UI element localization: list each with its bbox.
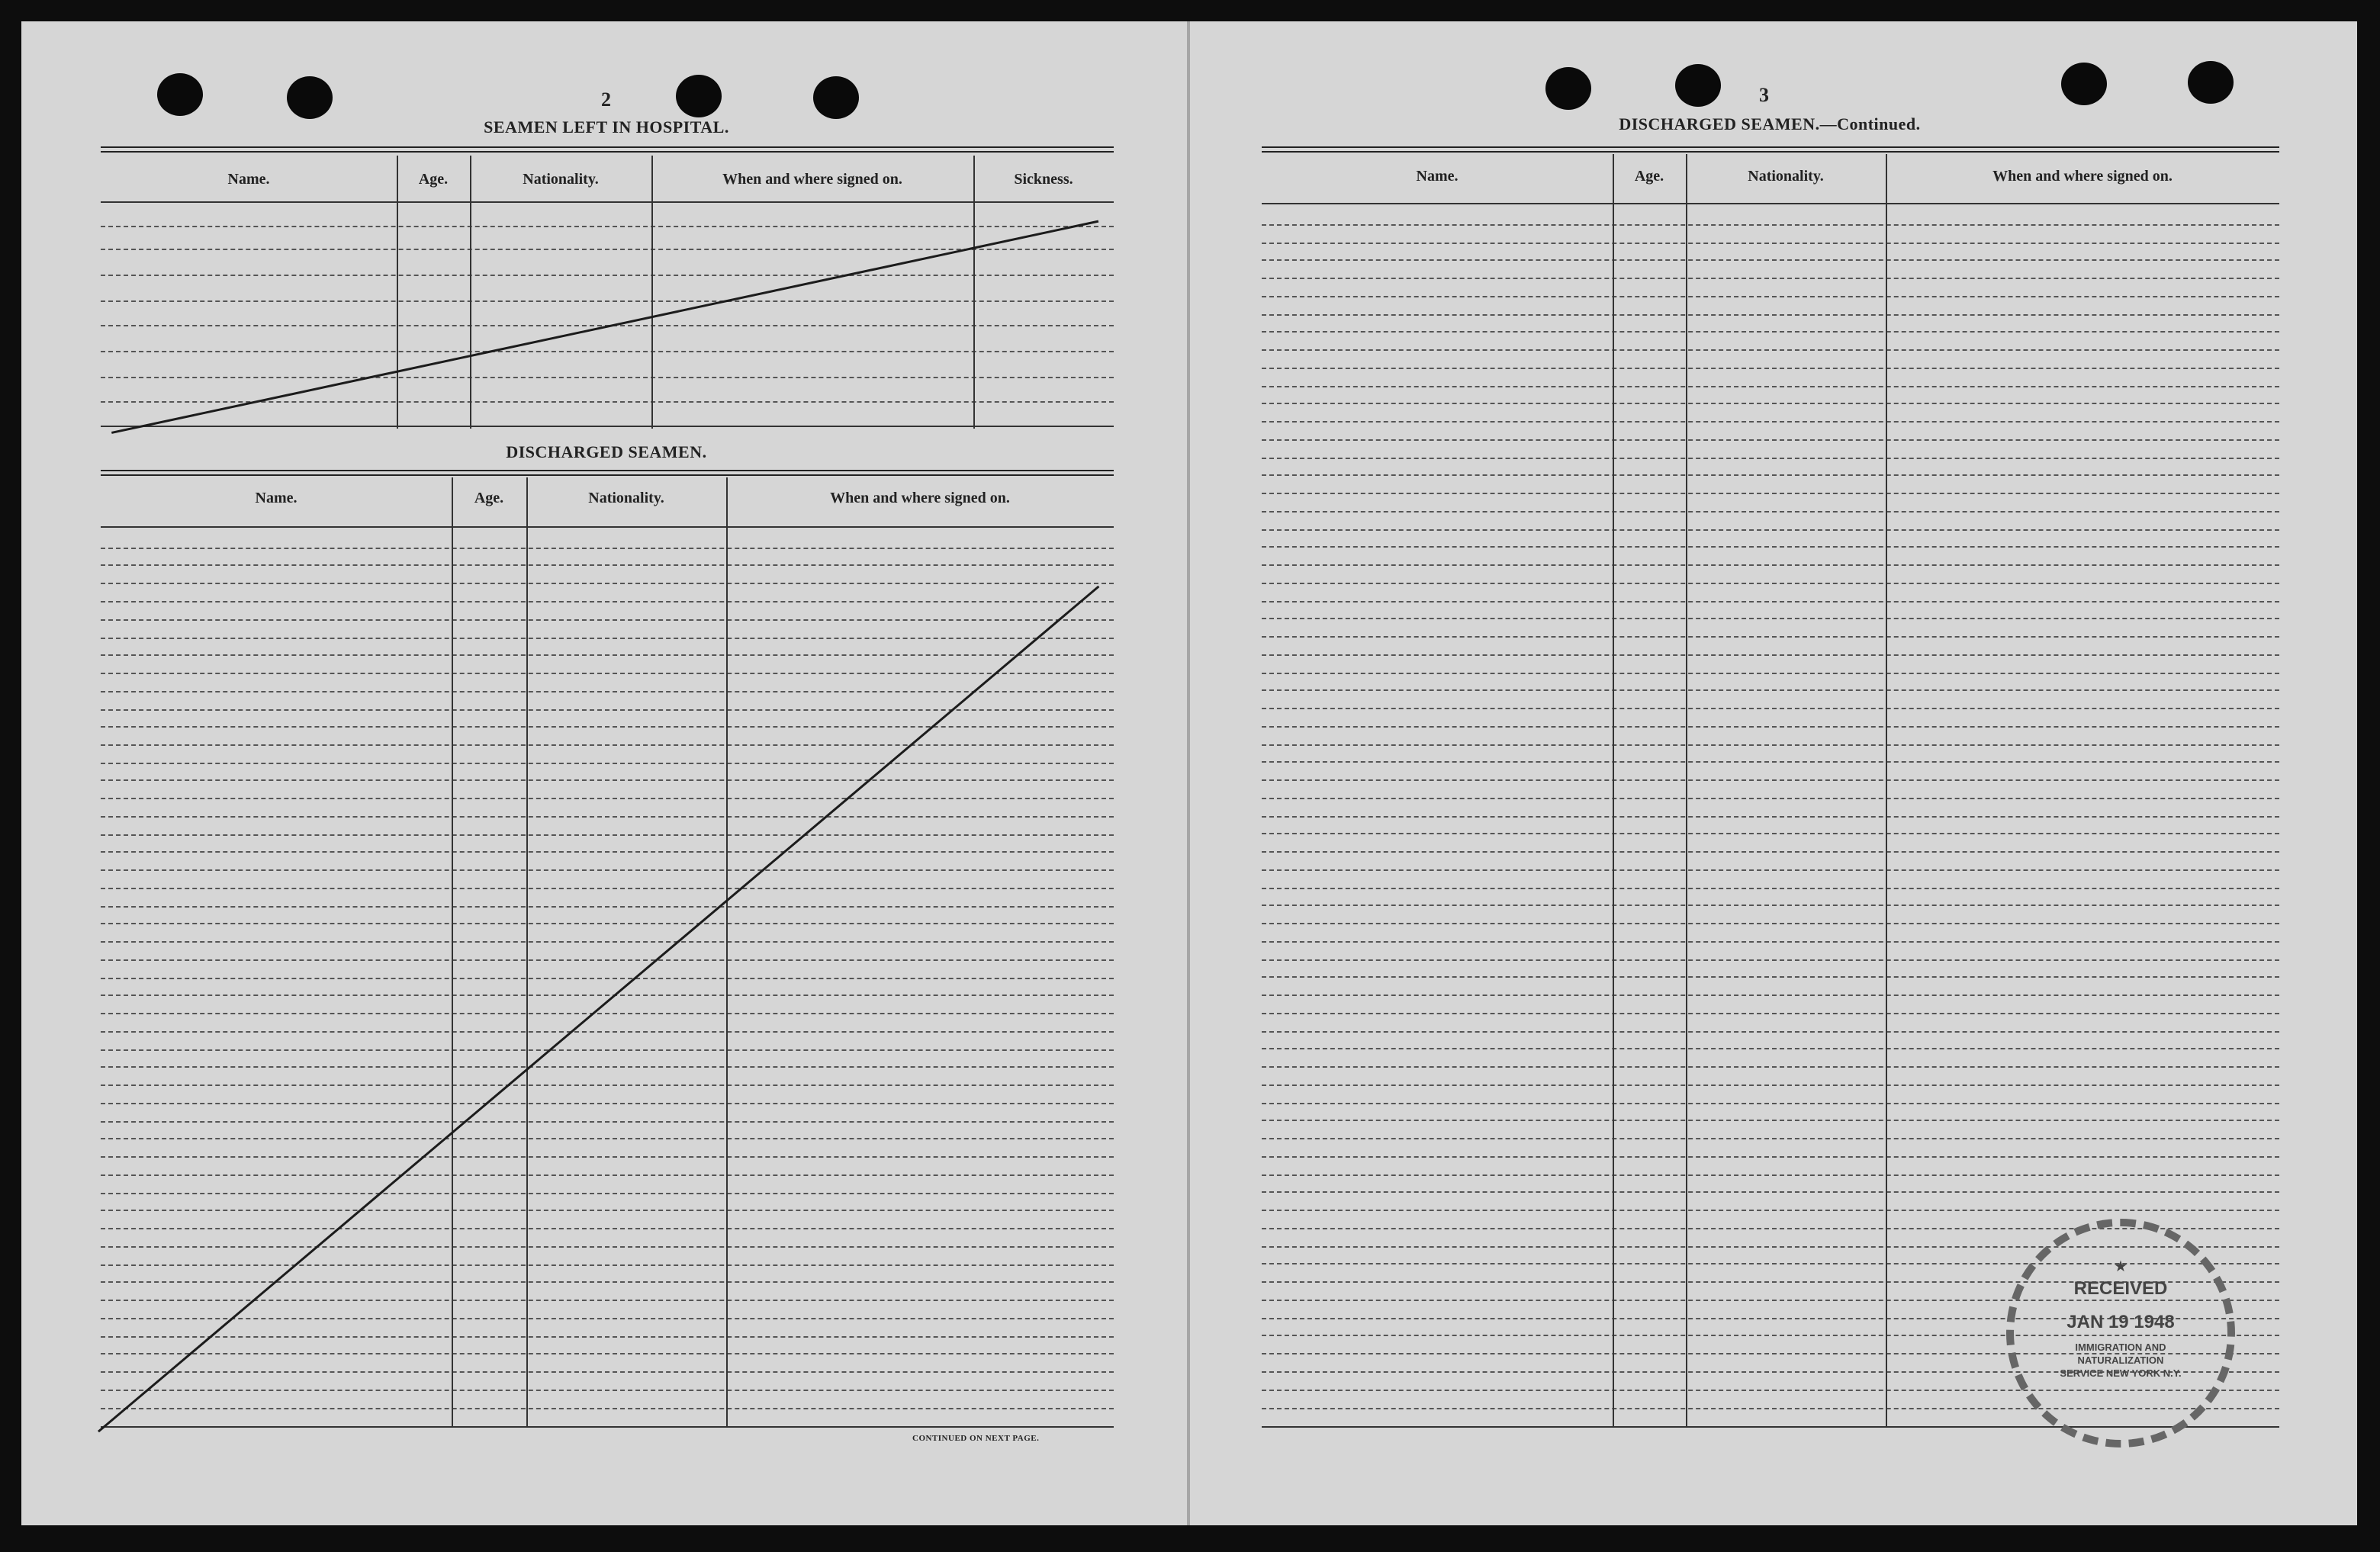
row-line	[101, 1084, 1114, 1086]
row-line	[1262, 761, 2279, 763]
row-line	[1262, 618, 2279, 619]
punch-hole	[157, 73, 203, 116]
row-line	[101, 1281, 1114, 1283]
row-line	[1262, 744, 2279, 746]
punch-hole	[1675, 64, 1721, 107]
row-line	[101, 1013, 1114, 1014]
row-line	[101, 638, 1114, 639]
row-line	[1262, 278, 2279, 279]
row-line	[101, 426, 1114, 427]
row-line	[1262, 636, 2279, 638]
row-line	[101, 619, 1114, 621]
row-line	[1262, 1210, 2279, 1211]
col-age-header: Age.	[418, 171, 449, 188]
row-line	[1262, 1156, 2279, 1158]
row-line	[1262, 296, 2279, 297]
row-line	[101, 275, 1114, 276]
row-line	[1262, 654, 2279, 656]
row-line	[101, 351, 1114, 352]
column-divider	[526, 477, 528, 1426]
col-name-header: Name.	[227, 171, 270, 188]
row-line	[101, 1049, 1114, 1051]
row-line	[1262, 1174, 2279, 1176]
column-divider	[452, 477, 453, 1426]
row-line	[101, 583, 1114, 584]
row-line	[101, 798, 1114, 799]
row-line	[101, 1174, 1114, 1176]
col-nationality-header: Nationality.	[1748, 168, 1824, 185]
row-line	[101, 709, 1114, 711]
row-line	[101, 995, 1114, 996]
row-line	[1262, 941, 2279, 943]
row-line	[101, 1246, 1114, 1248]
discharged-top-rule	[101, 470, 1114, 471]
row-line	[101, 548, 1114, 549]
row-line	[1262, 474, 2279, 476]
row-line	[101, 816, 1114, 818]
row-line	[1262, 529, 2279, 531]
col-name-header: Name.	[1416, 168, 1459, 185]
hospital-section-title: SEAMEN LEFT IN HOSPITAL.	[484, 117, 729, 137]
col-name-header: Name.	[255, 490, 298, 506]
punch-hole	[813, 76, 859, 119]
page-gutter	[1187, 21, 1190, 1525]
row-line	[1262, 851, 2279, 853]
row-line	[101, 959, 1114, 961]
row-line	[101, 726, 1114, 728]
row-line	[101, 673, 1114, 674]
row-line	[101, 300, 1114, 302]
row-line	[1262, 1031, 2279, 1033]
header-rule	[101, 201, 1114, 203]
row-line	[1262, 224, 2279, 226]
row-line	[101, 1193, 1114, 1194]
row-line	[101, 377, 1114, 378]
row-line	[101, 1031, 1114, 1033]
column-divider	[397, 156, 398, 429]
row-line	[1262, 779, 2279, 781]
discharged-section-title: DISCHARGED SEAMEN.	[506, 442, 707, 461]
col-sickness-header: Sickness.	[1014, 171, 1073, 188]
row-line	[101, 923, 1114, 924]
row-line	[1262, 564, 2279, 566]
continued-top-rule	[1262, 146, 2279, 148]
punch-hole	[1545, 67, 1591, 110]
row-line	[1262, 546, 2279, 548]
row-line	[101, 906, 1114, 908]
row-line	[101, 1121, 1114, 1123]
row-line	[101, 834, 1114, 836]
row-line	[1262, 601, 2279, 602]
punch-hole	[287, 76, 333, 119]
column-divider	[973, 156, 975, 429]
row-line	[101, 1228, 1114, 1229]
row-line	[101, 978, 1114, 979]
row-line	[101, 1264, 1114, 1266]
col-signed-on-header: When and where signed on.	[722, 171, 902, 188]
row-line	[101, 1318, 1114, 1319]
row-line	[1262, 1013, 2279, 1014]
row-line	[1262, 583, 2279, 584]
row-line	[101, 1390, 1114, 1391]
row-line	[101, 226, 1114, 227]
row-line	[1262, 1103, 2279, 1104]
column-divider	[726, 477, 728, 1426]
page-number-left: 2	[601, 88, 611, 111]
row-line	[101, 851, 1114, 853]
col-nationality-header: Nationality.	[523, 171, 599, 188]
row-line	[1262, 905, 2279, 906]
row-line	[1262, 833, 2279, 834]
column-divider	[1686, 154, 1687, 1426]
row-line	[1262, 1048, 2279, 1049]
row-line	[1262, 976, 2279, 978]
page-number-right: 3	[1759, 84, 1769, 106]
row-line	[1262, 869, 2279, 871]
row-line	[1262, 368, 2279, 369]
row-line	[101, 779, 1114, 781]
row-line	[101, 654, 1114, 656]
header-rule	[1262, 203, 2279, 204]
col-nationality-header: Nationality.	[588, 490, 664, 506]
row-line	[1262, 816, 2279, 818]
column-divider	[470, 156, 471, 429]
punch-hole	[676, 75, 722, 117]
hospital-top-rule	[101, 146, 1114, 148]
row-line	[101, 1408, 1114, 1409]
col-signed-on-header: When and where signed on.	[1992, 168, 2173, 185]
row-line	[1262, 458, 2279, 459]
row-line	[101, 744, 1114, 746]
row-line	[101, 1336, 1114, 1338]
stamp-agency: IMMIGRATION AND NATURALIZATION SERVICE NEW YORK N.Y.	[2060, 1342, 2182, 1379]
row-line	[1262, 959, 2279, 961]
received-stamp	[2006, 1219, 2235, 1448]
row-line	[1262, 708, 2279, 709]
row-line	[1262, 511, 2279, 513]
row-line	[1262, 314, 2279, 316]
col-age-header: Age.	[1634, 168, 1664, 185]
row-line	[1262, 995, 2279, 996]
row-line	[1262, 493, 2279, 494]
discharged-continued-title: DISCHARGED SEAMEN.—Continued.	[1619, 114, 1921, 133]
row-line	[1262, 386, 2279, 387]
row-line	[101, 1371, 1114, 1373]
row-line	[1262, 259, 2279, 261]
punch-hole	[2188, 61, 2234, 104]
row-line	[1262, 349, 2279, 351]
row-line	[101, 1156, 1114, 1158]
row-line	[101, 1353, 1114, 1354]
row-line	[1262, 1120, 2279, 1121]
row-line	[1262, 421, 2279, 423]
row-line	[101, 1066, 1114, 1068]
row-line	[101, 1138, 1114, 1139]
row-line	[1262, 798, 2279, 799]
star-icon: ★	[2114, 1258, 2128, 1275]
stamp-received-text: RECEIVED	[2073, 1278, 2168, 1299]
header-rule	[101, 526, 1114, 528]
column-divider	[651, 156, 653, 429]
row-line	[1262, 689, 2279, 691]
row-line	[101, 1103, 1114, 1104]
col-age-header: Age.	[474, 490, 504, 506]
row-line	[1262, 888, 2279, 889]
table-bottom-rule	[101, 1426, 1114, 1428]
column-divider	[1886, 154, 1887, 1426]
punch-hole	[2061, 63, 2107, 105]
row-line	[1262, 1084, 2279, 1086]
row-line	[1262, 726, 2279, 728]
col-signed-on-header: When and where signed on.	[830, 490, 1010, 506]
row-line	[101, 869, 1114, 871]
row-line	[101, 888, 1114, 889]
row-line	[1262, 1066, 2279, 1068]
row-line	[1262, 439, 2279, 441]
row-line	[101, 564, 1114, 566]
row-line	[101, 601, 1114, 602]
stamp-date: JAN 19 1948	[2066, 1312, 2175, 1332]
column-divider	[1613, 154, 1614, 1426]
row-line	[1262, 923, 2279, 924]
row-line	[1262, 403, 2279, 404]
row-line	[1262, 331, 2279, 333]
row-line	[101, 691, 1114, 692]
row-line	[101, 1210, 1114, 1211]
row-line	[1262, 673, 2279, 674]
row-line	[1262, 1138, 2279, 1139]
row-line	[101, 763, 1114, 764]
continued-note: CONTINUED ON NEXT PAGE.	[912, 1434, 1040, 1443]
row-line	[1262, 1191, 2279, 1193]
row-line	[101, 941, 1114, 943]
row-line	[1262, 243, 2279, 244]
